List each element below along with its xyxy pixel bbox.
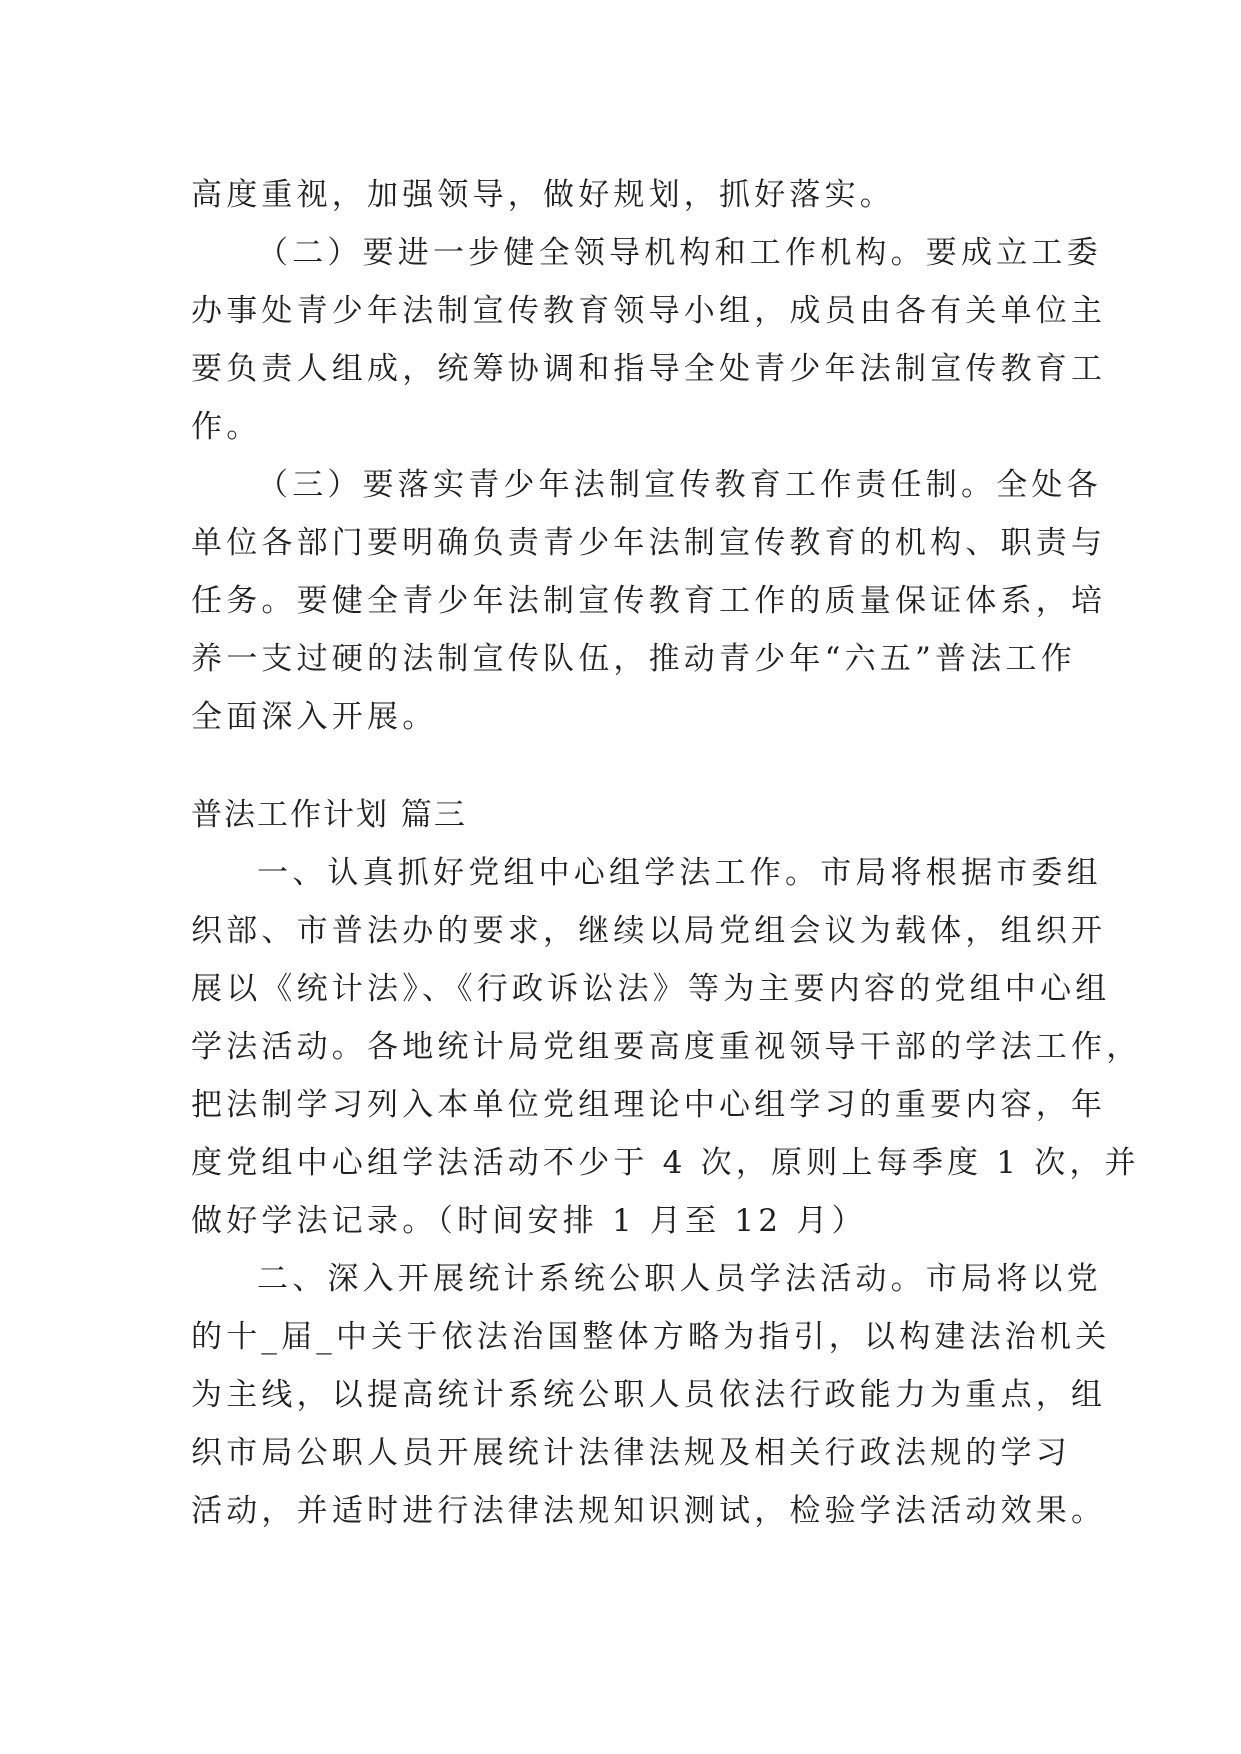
- paragraph-line: 一、认真抓好党组中心组学法工作。市局将根据市委组: [257, 855, 1102, 891]
- paragraph-line: 织市局公职人员开展统计法律法规及相关行政法规的学习: [191, 1435, 1071, 1471]
- paragraph-line: 作。: [191, 409, 262, 445]
- section-spacer: [191, 746, 1051, 786]
- paragraph-line: 度党组中心组学法活动不少于 4 次，原则上每季度 1 次，并: [191, 1145, 1140, 1181]
- paragraph-line: 办事处青少年法制宣传教育领导小组，成员由各有关单位主: [191, 293, 1107, 329]
- paragraph-line: 学法活动。各地统计局党组要高度重视领导干部的学法工作，: [191, 1029, 1142, 1065]
- section-heading: 普法工作计划 篇三: [191, 797, 467, 833]
- paragraph-line: 活动，并适时进行法律法规知识测试，检验学法活动效果。: [191, 1493, 1107, 1529]
- paragraph-line: 的十_届_中关于依法治国整体方略为指引，以构建法治机关: [191, 1319, 1111, 1355]
- paragraph-line: 织部、市普法办的要求，继续以局党组会议为载体，组织开: [191, 913, 1107, 949]
- document-body: [191, 166, 1142, 1540]
- paragraph-line: （二）要进一步健全领导机构和工作机构。要成立工委: [257, 235, 1102, 271]
- paragraph-line: 做好学法记录。（时间安排 1 月至 12 月）: [191, 1203, 867, 1239]
- paragraph-line: 全面深入开展。: [191, 699, 438, 735]
- paragraph-line: （三）要落实青少年法制宣传教育工作责任制。全处各: [257, 467, 1102, 503]
- paragraph-line: 展以《统计法》、《行政诉讼法》等为主要内容的党组中心组: [191, 971, 1111, 1007]
- paragraph-line: 高度重视，加强领导，做好规划，抓好落实。: [191, 177, 895, 213]
- paragraph-line: 要负责人组成，统筹协调和指导全处青少年法制宣传教育工: [191, 351, 1107, 387]
- paragraph-line: 养一支过硬的法制宣传队伍，推动青少年“六五”普法工作: [191, 641, 1076, 677]
- paragraph-line: 任务。要健全青少年法制宣传教育工作的质量保证体系，培: [191, 583, 1107, 619]
- paragraph-line: 单位各部门要明确负责青少年法制宣传教育的机构、职责与: [191, 525, 1107, 561]
- paragraph-line: 把法制学习列入本单位党组理论中心组学习的重要内容，年: [191, 1087, 1107, 1123]
- paragraph-line: 二、深入开展统计系统公职人员学法活动。市局将以党: [257, 1261, 1102, 1297]
- paragraph-line: 为主线，以提高统计系统公职人员依法行政能力为重点，组: [191, 1377, 1107, 1413]
